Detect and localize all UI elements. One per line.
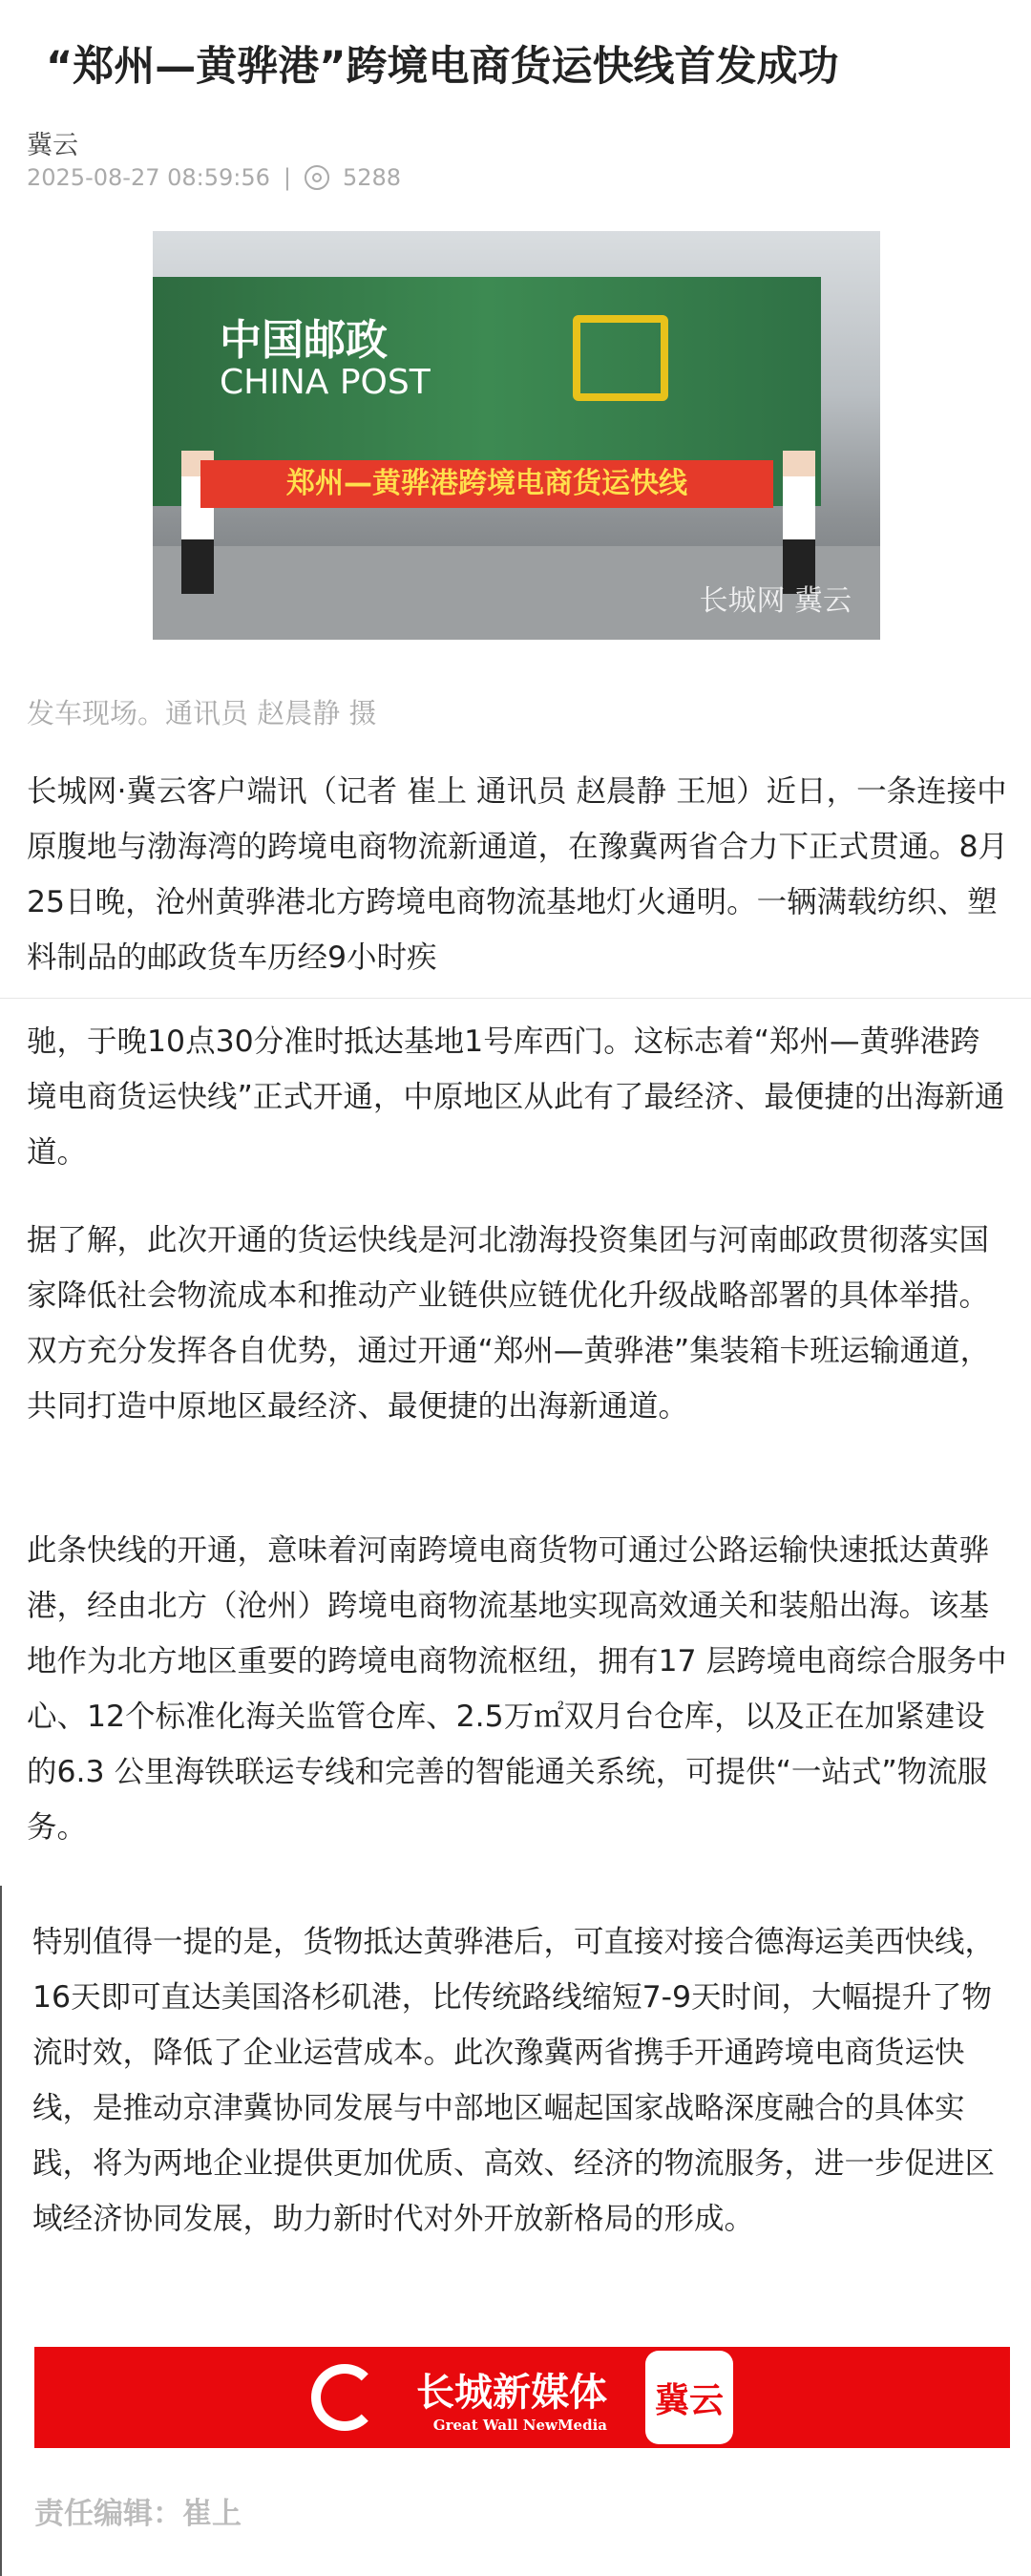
logo-en: Great Wall NewMedia [432,2416,607,2434]
photo-watermark: 长城网 冀云 [699,584,852,618]
logo-cn: 长城新媒体 [416,2369,607,2415]
photo-banner: 郑州—黄骅港跨境电商货运快线 [200,460,773,508]
view-count: 5288 [343,164,402,191]
truck-text-en: CHINA POST [220,363,431,402]
responsible-editor: 责任编辑：崔上 [34,2497,242,2531]
eye-icon [305,165,329,190]
great-wall-logo-icon [311,2364,378,2431]
paragraph: 特别值得一提的是，货物抵达黄骅港后，可直接对接合德海运美西快线，16天即可直达美国洛杉矶港，比传统路线缩短7-9天时间，大幅提升了物流时效，降低了企业运营成本。此次豫冀两省携手开通跨境电商货运快线，是推动京津冀协同发展与中部地区崛起国家战略深度融合的具体实践，将为两地企业提供更加优质、高效、经济的物流服务，进一步促进区域经济协同发展，助力新时代对外开放新格局的形成。 [32,1925,996,2236]
paragraph: 此条快线的开通，意味着河南跨境电商货物可通过公路运输快速抵达黄骅港，经由北方（沧州）跨境电商物流基地实现高效通关和装船出海。该基地作为北方地区重要的跨境电商物流枢纽，拥有17 层跨境电商综合服务中心、12个标准化海关监管仓库、2.5万㎡双月台仓库，以及正在加紧建设的6.3 公里海铁联运专线和完善的智能通关系统，可提供“一站式”物流服务。 [27,1533,1007,1845]
photo-caption: 发车现场。通讯员 赵晨静 摄 [27,697,377,729]
article-photo[interactable] [153,231,880,640]
paragraph: 长城网·冀云客户端讯（记者 崔上 通讯员 赵晨静 王旭）近日，一条连接中原腹地与渤海湾的跨境电商物流新通道，在豫冀两省合力下正式贯通。8月25日晚，沧州黄骅港北方跨境电商物流基地灯火通明。一辆满载纺织、塑料制品的邮政货车历经9小时疾 [27,774,1009,975]
jiyun-app-logo: 冀云 [645,2351,733,2444]
china-post-logo-icon [573,315,668,401]
photo-person [783,451,815,594]
article-source[interactable]: 冀云 [27,131,78,160]
article-title: “郑州—黄骅港”跨境电商货运快线首发成功 [46,43,839,91]
meta-separator: | [283,164,291,191]
great-wall-logo [416,2362,607,2434]
paragraph: 驰，于晚10点30分准时抵达基地1号库西门。这标志着“郑州—黄骅港跨境电商货运快线”正式开通，中原地区从此有了最经济、最便捷的出海新通道。 [27,1024,1005,1170]
publish-datetime: 2025-08-27 08:59:56 [27,164,270,191]
divider [0,1886,2,2576]
brand-banner[interactable] [34,2347,1010,2448]
truck-text-cn: 中国邮政 [220,316,388,365]
paragraph: 据了解，此次开通的货运快线是河北渤海投资集团与河南邮政贯彻落实国家降低社会物流成本和推动产业链供应链优化升级战略部署的具体举措。双方充分发挥各自优势，通过开通“郑州—黄骅港”集装箱卡班运输通道，共同打造中原地区最经济、最便捷的出海新通道。 [27,1223,991,1424]
article-meta [27,164,401,191]
divider [0,998,1031,999]
